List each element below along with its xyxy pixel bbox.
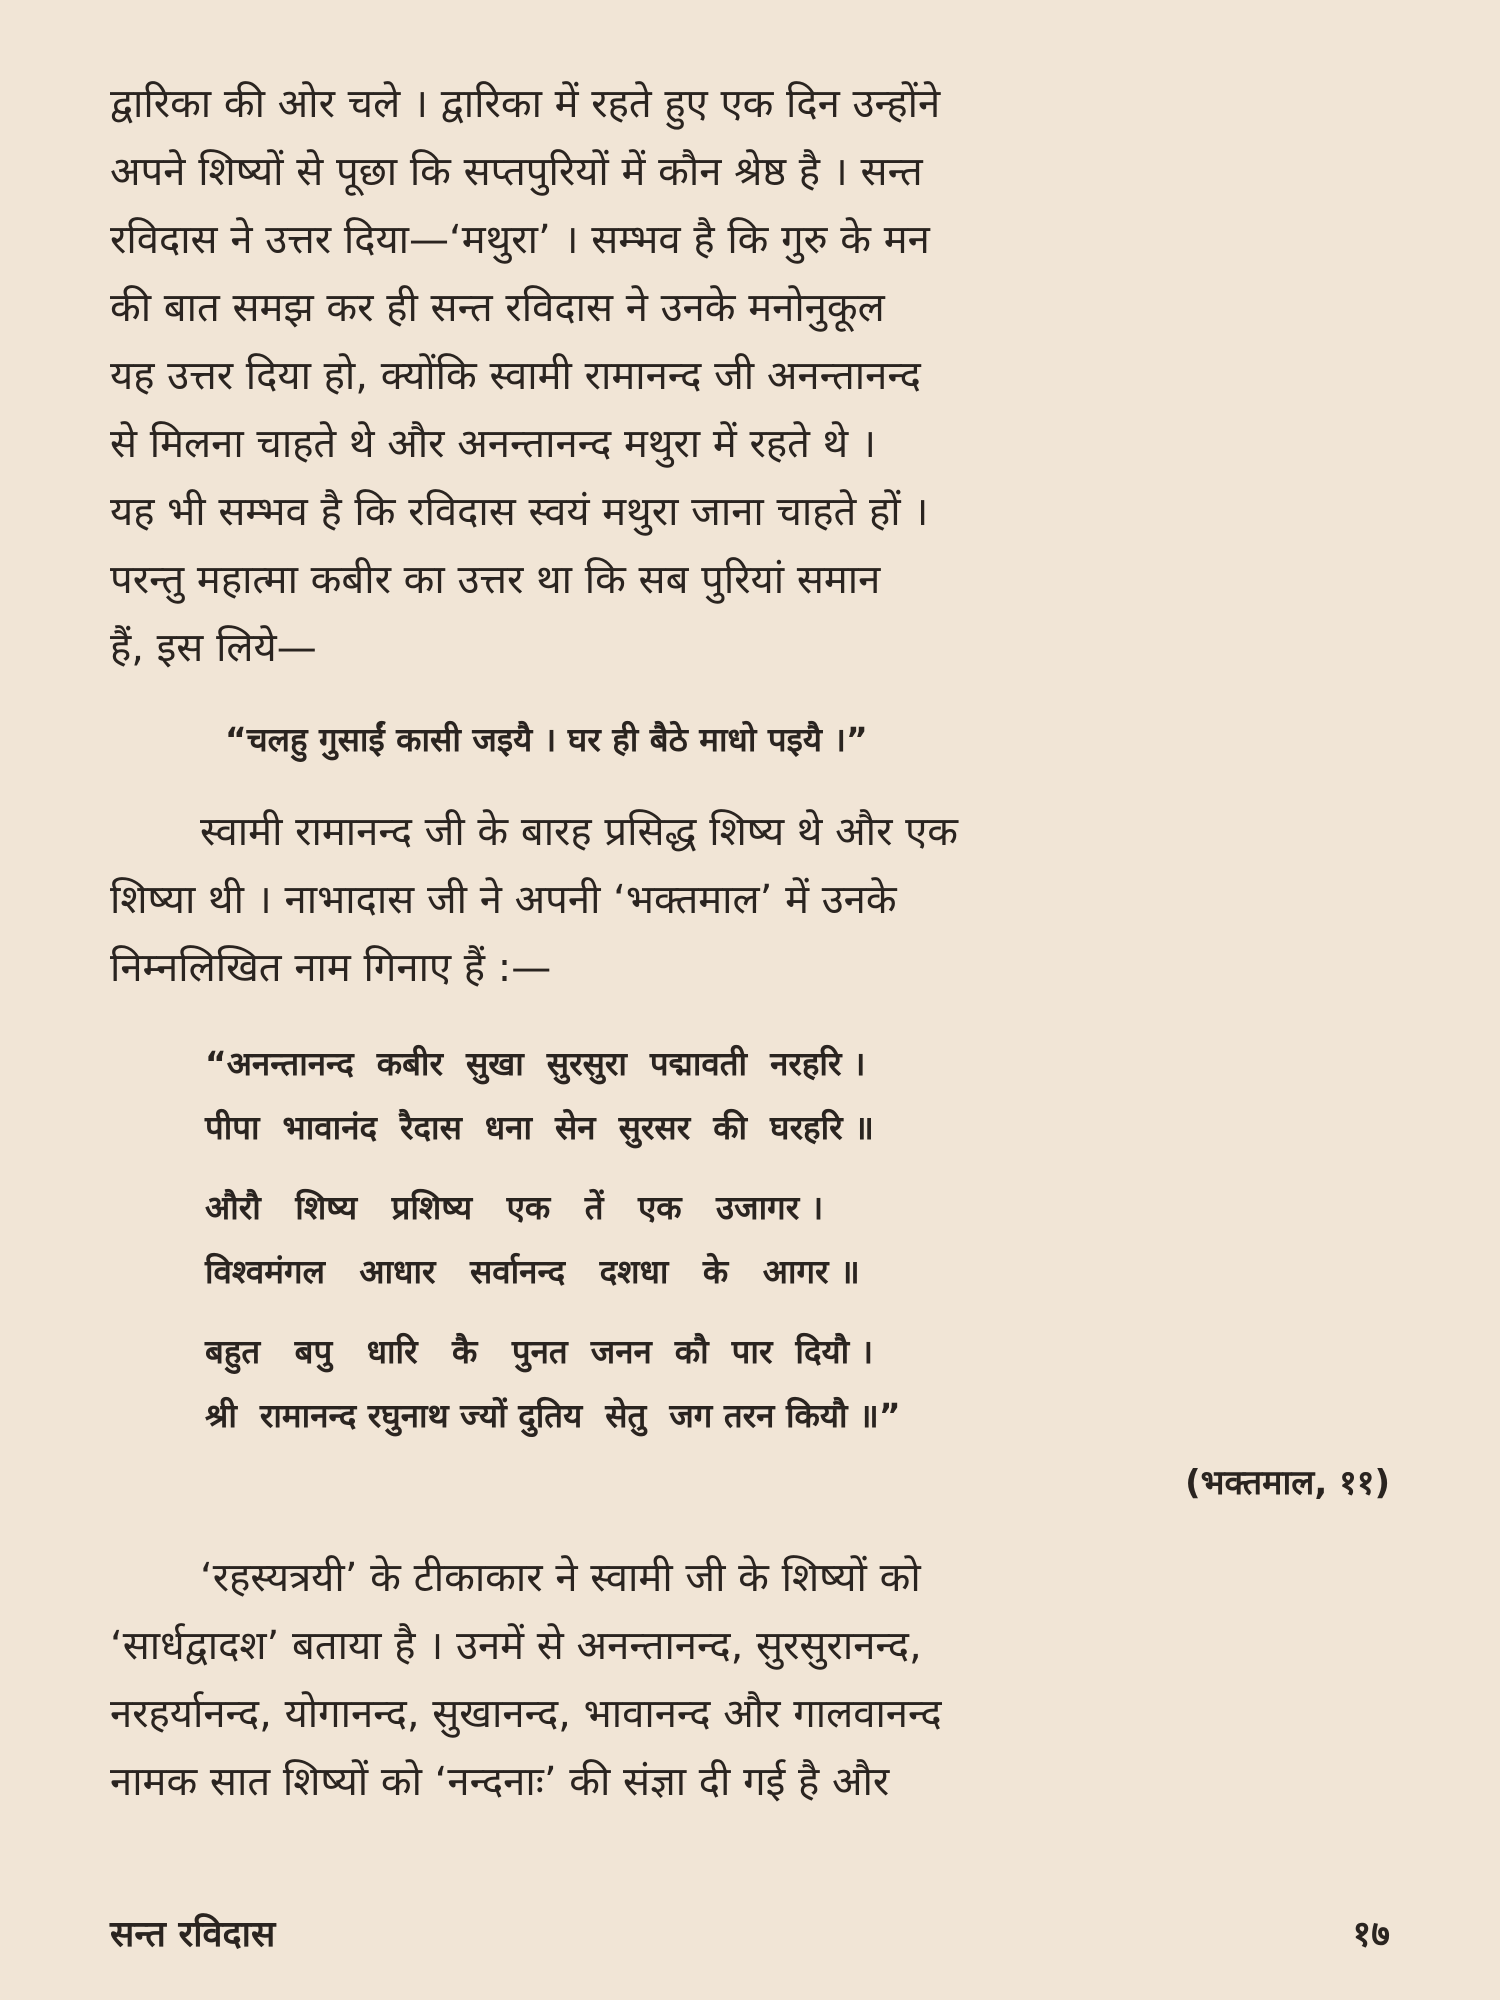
quote-kabir: “चलहु गुसाईं कासी जइयै । घर ही बैठे माधो पइयै ।” — [225, 720, 868, 759]
text-line: द्वारिका की ओर चले । द्वारिका में रहते हुए एक दिन उन्होंने — [110, 81, 941, 127]
verse-line: पीपा भावानंद रैदास धना सेन सुरसर की घरहरि ॥ — [205, 1108, 874, 1147]
text-line: ‘सार्धद्वादश’ बताया है । उनमें से अनन्तानन्द, सुरसुरानन्द, — [110, 1623, 922, 1669]
verse-line: “अनन्तानन्द कबीर सुखा सुरसुरा पद्मावती नरहरि । — [205, 1044, 866, 1083]
text-line: परन्तु महात्मा कबीर का उत्तर था कि सब पुरियां समान — [110, 557, 881, 603]
text-line: शिष्या थी । नाभादास जी ने अपनी ‘भक्तमाल’ में उनके — [110, 877, 897, 923]
verse-line: श्री रामानन्द रघुनाथ ज्यों दुतिय सेतु जग तरन कियौ ॥” — [205, 1396, 901, 1435]
text-line: यह भी सम्भव है कि रविदास स्वयं मथुरा जाना चाहते हों । — [110, 489, 929, 535]
text-line: हैं, इस लिये— — [110, 625, 317, 671]
paragraph-1 — [110, 70, 1390, 682]
verse-line: बहुत बपु धारि कै पुनत जनन कौ पार दियौ । — [205, 1332, 874, 1371]
text-line: स्वामी रामानन्द जी के बारह प्रसिद्ध शिष्य थे और एक — [200, 809, 958, 855]
text-line: नरहर्यानन्द, योगानन्द, सुखानन्द, भावानन्द और गालवानन्द — [110, 1691, 942, 1737]
text-line: अपने शिष्यों से पूछा कि सप्तपुरियों में कौन श्रेष्ठ है । सन्त — [110, 149, 923, 195]
text-line: ‘रहस्यत्रयी’ के टीकाकार ने स्वामी जी के शिष्यों को — [200, 1555, 921, 1601]
page-number: १७ — [1352, 1914, 1390, 1955]
running-title: सन्त रविदास — [110, 1914, 276, 1955]
page-footer — [110, 1908, 1390, 1957]
text-line: रविदास ने उत्तर दिया—‘मथुरा’ । सम्भव है कि गुरु के मन — [110, 217, 930, 263]
text-line: नामक सात शिष्यों को ‘नन्दनाः’ की संज्ञा दी गई है और — [110, 1759, 890, 1805]
paragraph-3 — [110, 1544, 1390, 1816]
text-line: से मिलना चाहते थे और अनन्तानन्द मथुरा में रहते थे । — [110, 421, 877, 467]
verse-bhaktamal — [205, 1032, 1390, 1448]
verse-line: विश्वमंगल आधार सर्वानन्द दशधा के आगर ॥ — [205, 1252, 860, 1291]
text-line: यह उत्तर दिया हो, क्योंकि स्वामी रामानन्द जी अनन्तानन्द — [110, 353, 921, 399]
verse-line: औरौ शिष्य प्रशिष्य एक तें एक उजागर । — [205, 1188, 824, 1227]
paragraph-2 — [110, 798, 1390, 1002]
text-line: निम्नलिखित नाम गिनाए हैं :— — [110, 945, 552, 991]
text-line: की बात समझ कर ही सन्त रविदास ने उनके मनोनुकूल — [110, 285, 885, 331]
verse-source: (भक्तमाल, ११) — [1185, 1463, 1390, 1503]
